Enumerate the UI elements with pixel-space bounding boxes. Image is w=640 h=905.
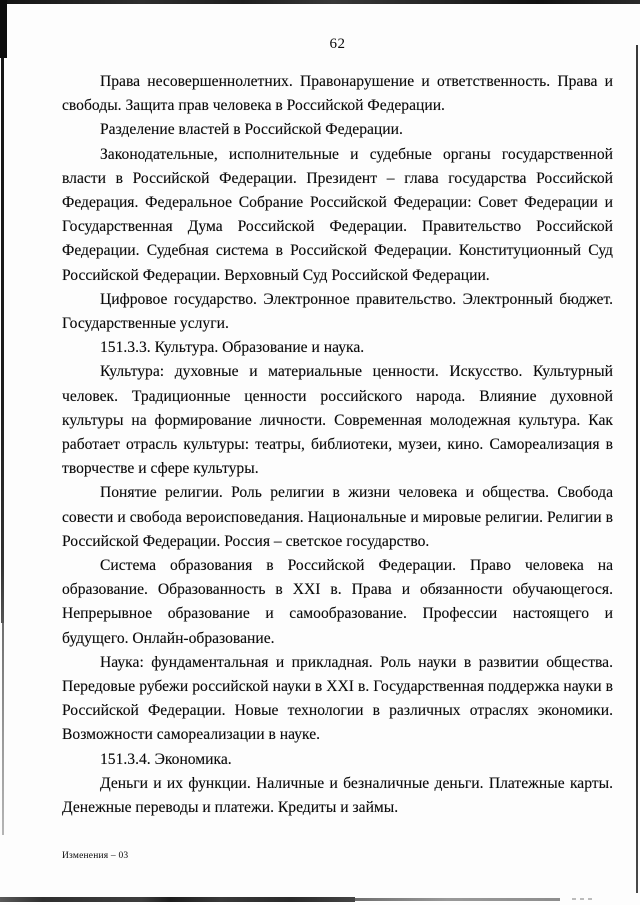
paragraph: Цифровое государство. Электронное правительство. Электронный бюджет. Государственные услуги. (62, 290, 613, 333)
scan-artifact-right-edge-line (636, 45, 638, 893)
scan-artifact-left-edge-fade (2, 623, 4, 835)
paragraph: Законодательные, исполнительные и судебные органы государственной власти в Российской Федерации. Президент – глава государства Российской Федерация. Федеральное Собрание Российской Федерации: Совет Федерации и Государственная Дума Российской Федерации. Правительство Российской Федерации. Судебная система в Российской Федерации. Конституционный Суд Российской Федерации. Верховный Суд Российской Федерации. (62, 145, 613, 284)
paragraph: Наука: фундаментальная и прикладная. Роль науки в развитии общества. Передовые рубежи российской науки в XXI в. Государственная поддержка науки в Российской Федерации. Новые технологии в различных отраслях экономики. Возможности самореализации в науке. (62, 653, 613, 744)
page-number: 62 (329, 36, 346, 52)
paragraph: Понятие религии. Роль религии в жизни человека и общества. Свобода совести и свобода вероисповедания. Национальные и мировые религии. Религии в Российской Федерации. Россия – светское государство. (62, 484, 613, 550)
scan-artifact-bottom-bar-light (355, 898, 560, 901)
document-body (62, 70, 613, 820)
section-heading: 151.3.4. Экономика. (100, 750, 232, 768)
scan-artifact-left-edge-thick (0, 0, 7, 58)
scan-artifact-bottom-bar-dark (0, 897, 355, 902)
scan-artifact-left-edge-line (1, 58, 4, 623)
footer-revision-label: Изменения – 03 (62, 851, 129, 861)
paragraph: Система образования в Российской Федерации. Право человека на образование. Образованность в XXI в. Права и обязанности обучающегося. Непрерывное образование и самообразование. Профессии настоящего и будущего. Онлайн-образование. (62, 557, 613, 647)
section-heading: 151.3.3. Культура. Образование и наука. (100, 339, 365, 357)
paragraph: Деньги и их функции. Наличные и безналичные деньги. Платежные карты. Денежные переводы и платежи. Кредиты и займы. (62, 774, 613, 817)
scan-artifact-top-edge (0, 0, 640, 4)
paragraph: Разделение властей в Российской Федерации. (100, 121, 403, 139)
scan-artifact-bottom-dots (572, 898, 596, 900)
paragraph: Культура: духовные и материальные ценности. Искусство. Культурный человек. Традиционные ценности российского народа. Влияние духовной культуры на формирование личности. Современная молодежная культура. Как работает отрасль культуры: театры, библиотеки, музеи, кино. Самореализация в творчестве и сфере культуры. (62, 363, 613, 478)
paragraph: Права несовершеннолетних. Правонарушение и ответственность. Права и свободы. Защита прав человека в Российской Федерации. (62, 73, 613, 115)
